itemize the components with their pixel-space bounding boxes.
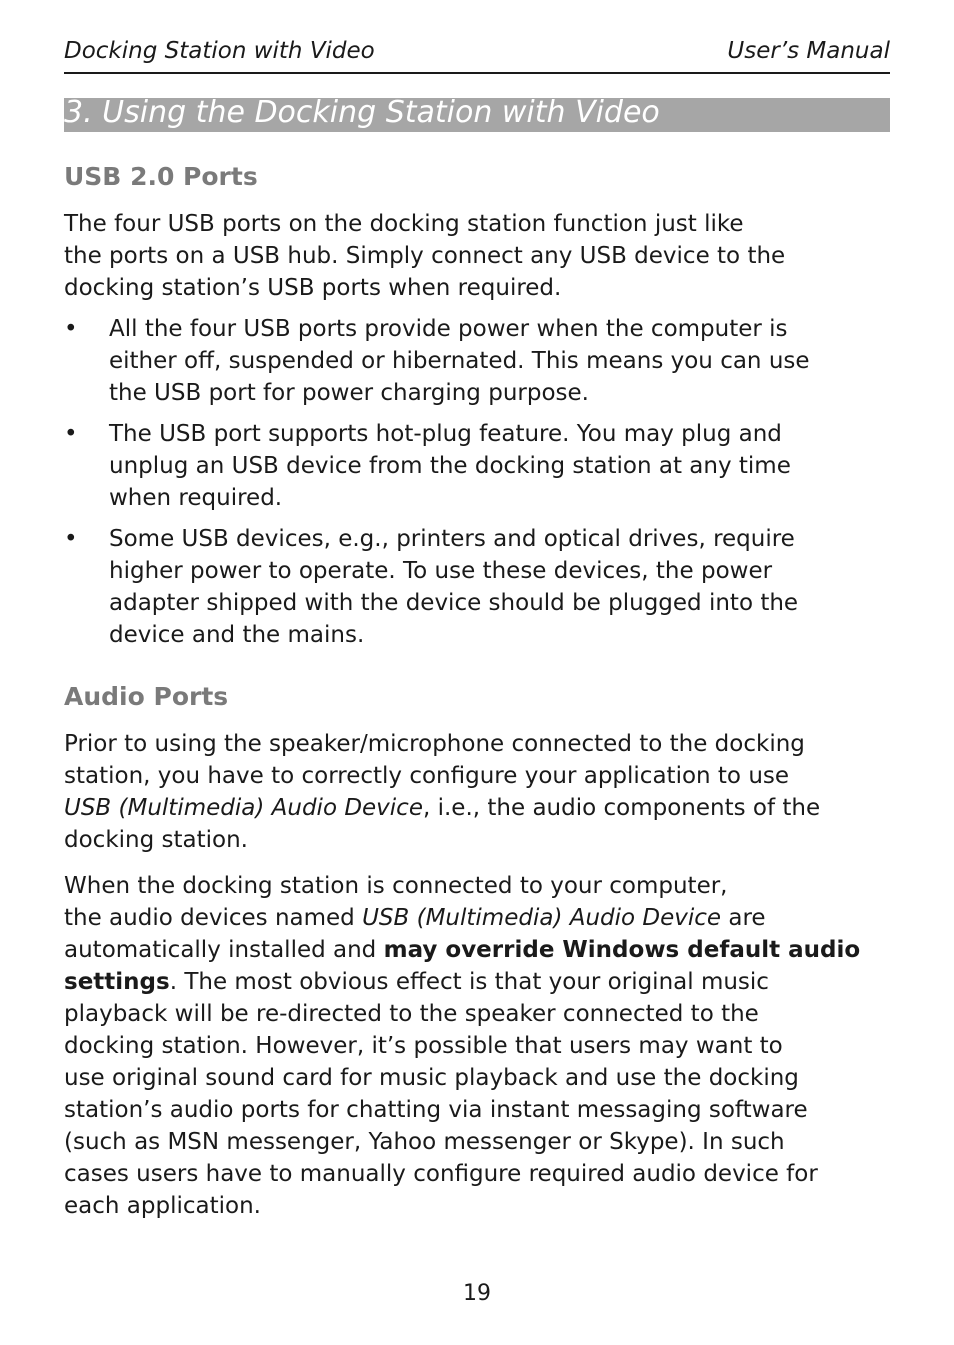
usb-intro-paragraph (64, 208, 890, 304)
text-run: . The most obvious effect is that your original music (169, 969, 769, 995)
text-line: station, you have to correctly configure your application to use (64, 763, 790, 789)
text-run: are (721, 905, 766, 931)
bullet-text (109, 418, 889, 514)
section-heading-audio: Audio Ports (64, 682, 229, 711)
bullet-mark: • (64, 421, 78, 447)
text-line: the ports on a USB hub. Simply connect any USB device to the (64, 243, 786, 269)
header-manual-label: User’s Manual (727, 38, 890, 64)
text-line: unplug an USB device from the docking station at any time (109, 453, 791, 479)
text-line: each application. (64, 1193, 261, 1219)
text-line: The USB port supports hot-plug feature. You may plug and (109, 421, 782, 447)
text-line: playback will be re-directed to the speaker connected to the (64, 1001, 759, 1027)
chapter-title: 3. Using the Docking Station with Video (64, 98, 660, 130)
text-line (64, 966, 890, 998)
bold-warning: settings (64, 969, 170, 995)
text-line: (such as MSN messenger, Yahoo messenger or Skype). In such (64, 1129, 785, 1155)
text-line: cases users have to manually configure required audio device for (64, 1161, 818, 1187)
text-line: docking station. (64, 827, 248, 853)
text-run: automatically installed and (64, 937, 384, 963)
audio-paragraph-1 (64, 728, 890, 856)
chapter-title-bar (64, 98, 890, 132)
section-heading-usb: USB 2.0 Ports (64, 162, 258, 191)
running-header (64, 34, 890, 74)
bullet-text (109, 523, 889, 651)
bullet-mark: • (64, 316, 78, 342)
text-line: either off, suspended or hibernated. This means you can use (109, 348, 810, 374)
text-line: adapter shipped with the device should be plugged into the (109, 590, 799, 616)
text-line: The four USB ports on the docking station function just like (64, 211, 744, 237)
text-line: station’s audio ports for chatting via instant messaging software (64, 1097, 808, 1123)
header-title: Docking Station with Video (64, 38, 375, 64)
audio-paragraph-2 (64, 870, 890, 1222)
text-run: , i.e., the audio components of the (422, 795, 821, 821)
text-run: the audio devices named (64, 905, 363, 931)
text-line: docking station. However, it’s possible that users may want to (64, 1033, 783, 1059)
bullet-mark: • (64, 526, 78, 552)
bold-warning: may override Windows default audio (383, 937, 861, 963)
text-line: when required. (109, 485, 283, 511)
text-line: Prior to using the speaker/microphone connected to the docking (64, 731, 805, 757)
text-line: the USB port for power charging purpose. (109, 380, 589, 406)
text-line: Some USB devices, e.g., printers and optical drives, require (109, 526, 795, 552)
text-line: All the four USB ports provide power when the computer is (109, 316, 788, 342)
text-line: docking station’s USB ports when required. (64, 275, 562, 301)
page-number: 19 (463, 1281, 491, 1306)
text-line: use original sound card for music playback and use the docking (64, 1065, 799, 1091)
text-line: When the docking station is connected to your computer, (64, 873, 728, 899)
text-line (64, 934, 890, 966)
text-line: device and the mains. (109, 622, 365, 648)
italic-term: USB (Multimedia) Audio Device (64, 795, 423, 821)
text-line: higher power to operate. To use these devices, the power (109, 558, 773, 584)
italic-term: USB (Multimedia) Audio Device (362, 905, 722, 931)
text-line (64, 902, 890, 934)
text-line (64, 792, 890, 824)
bullet-text (109, 313, 889, 409)
